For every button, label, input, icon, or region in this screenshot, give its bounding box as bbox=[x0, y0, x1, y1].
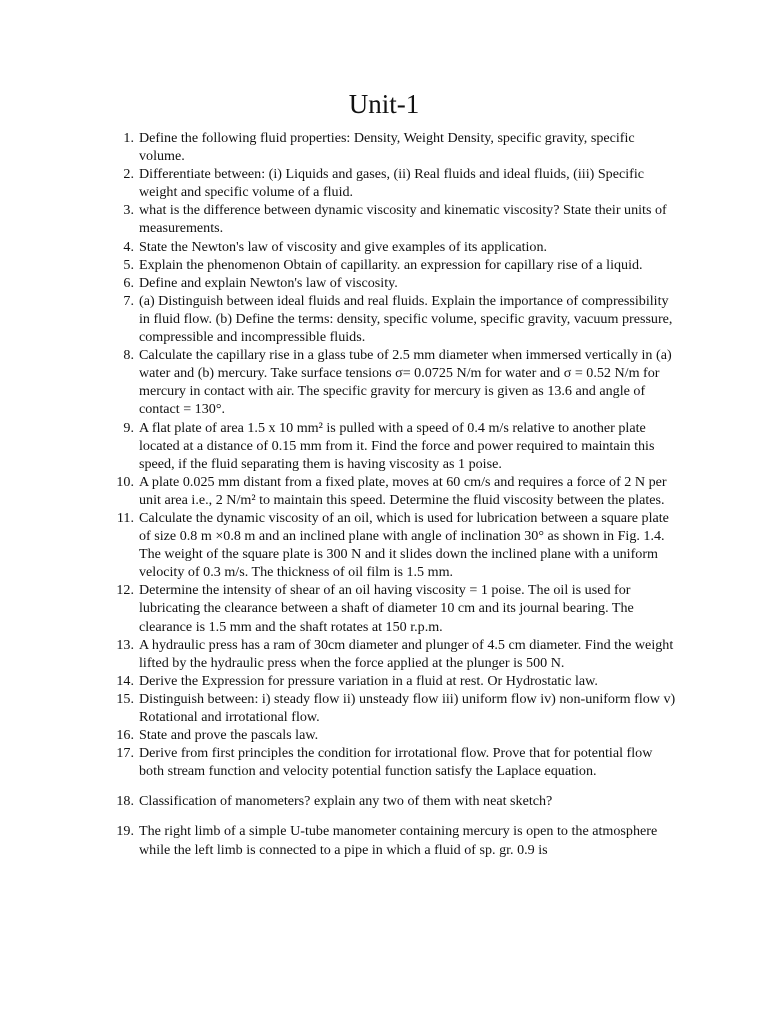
question-item-1 bbox=[108, 129, 678, 165]
question-item-17 bbox=[108, 744, 678, 780]
question-number: 17. bbox=[116, 745, 134, 762]
question-text: Explain the phenomenon Obtain of capillarity. an expression for capillary rise of a liquid. bbox=[139, 256, 643, 273]
question-item-10 bbox=[108, 473, 678, 509]
question-number: 6. bbox=[123, 274, 134, 291]
question-text: Define and explain Newton's law of viscosity. bbox=[139, 274, 398, 291]
question-number: 15. bbox=[116, 690, 134, 707]
question-number: 18. bbox=[116, 793, 134, 810]
question-text: Calculate the dynamic viscosity of an oil, which is used for lubrication between a square plate of size 0.8 m ×0.8 m and an inclined plane with angle of inclination 30° as shown in Fig. 1.4. The weight of the square plate is 300 N and it slides down the inclined plane with a uniform velocity of 0.3 m/s. The thickness of oil film is 1.5 mm. bbox=[139, 509, 669, 581]
question-item-2 bbox=[108, 165, 678, 201]
question-item-9 bbox=[108, 419, 678, 473]
question-text: State and prove the pascals law. bbox=[139, 727, 319, 744]
question-item-4 bbox=[108, 238, 678, 256]
question-item-18 bbox=[108, 792, 678, 810]
question-text: Determine the intensity of shear of an oil having viscosity = 1 poise. The oil is used for lubricating the clearance between a shaft of diameter 10 cm and its journal bearing. The clearance is 1.5 mm and the shaft rotates at 150 r.p.m. bbox=[139, 582, 634, 635]
question-number: 10. bbox=[116, 473, 134, 490]
question-text: A plate 0.025 mm distant from a fixed plate, moves at 60 cm/s and requires a force of 2 N per unit area i.e., 2 N/m² to maintain this speed. Determine the fluid viscosity between the plates. bbox=[139, 473, 667, 508]
question-item-7 bbox=[108, 292, 678, 346]
question-number: 4. bbox=[123, 238, 134, 255]
question-number: 16. bbox=[116, 727, 134, 744]
question-item-5 bbox=[108, 256, 678, 274]
question-text: Classification of manometers? explain any two of them with neat sketch? bbox=[139, 793, 553, 810]
page-title: Unit-1 bbox=[348, 89, 420, 119]
question-number: 3. bbox=[123, 202, 134, 219]
question-number: 12. bbox=[116, 582, 134, 599]
question-text: Calculate the capillary rise in a glass tube of 2.5 mm diameter when immersed vertically in (a) water and (b) mercury. Take surface tensions σ= 0.0725 N/m for water and σ = 0.52 N/m for mercury in contact with air. The specific gravity for mercury is given as 13.6 and angle of contact = 130°. bbox=[139, 347, 672, 418]
question-item-15 bbox=[108, 690, 678, 726]
question-item-3 bbox=[108, 201, 678, 237]
question-item-8 bbox=[108, 346, 678, 418]
question-number: 8. bbox=[123, 347, 134, 364]
question-text: (a) Distinguish between ideal fluids and real fluids. Explain the importance of compressibility in fluid flow. (b) Define the terms: density, specific volume, specific gravity, vacuum pressure, compressible and incompressible fluids. bbox=[139, 292, 673, 346]
question-item-19 bbox=[108, 822, 678, 858]
question-text: Derive the Expression for pressure variation in a fluid at rest. Or Hydrostatic law. bbox=[139, 672, 598, 689]
question-number: 14. bbox=[116, 672, 134, 689]
question-list bbox=[108, 129, 678, 859]
question-item-14 bbox=[108, 672, 678, 690]
question-item-11 bbox=[108, 509, 678, 581]
question-text: State the Newton's law of viscosity and give examples of its application. bbox=[139, 238, 548, 255]
question-item-13 bbox=[108, 636, 678, 672]
question-number: 13. bbox=[116, 636, 134, 653]
question-number: 19. bbox=[116, 823, 134, 840]
question-item-6 bbox=[108, 274, 678, 292]
question-text: Derive from first principles the condition for irrotational flow. Prove that for potential flow both stream function and velocity potential function satisfy the Laplace equation. bbox=[139, 745, 653, 780]
question-text: The right limb of a simple U-tube manometer containing mercury is open to the atmosphere while the left limb is connected to a pipe in which a fluid of sp. gr. 0.9 is bbox=[139, 823, 658, 858]
question-number: 11. bbox=[116, 509, 134, 526]
question-text: Differentiate between: (i) Liquids and gases, (ii) Real fluids and ideal fluids, (iii) Specific weight and specific volume of a fluid. bbox=[139, 166, 645, 201]
question-text: Distinguish between: i) steady flow ii) unsteady flow iii) uniform flow iv) non-uniform flow v) Rotational and irrotational flow. bbox=[139, 690, 676, 725]
question-item-12 bbox=[108, 581, 678, 635]
question-number: 5. bbox=[123, 256, 134, 273]
question-text: what is the difference between dynamic viscosity and kinematic viscosity? State their units of measurements. bbox=[139, 202, 667, 237]
question-number: 2. bbox=[123, 166, 134, 183]
question-text: A hydraulic press has a ram of 30cm diameter and plunger of 4.5 cm diameter. Find the weight lifted by the hydraulic press when the force applied at the plunger is 500 N. bbox=[139, 636, 674, 671]
question-text: Define the following fluid properties: Density, Weight Density, specific gravity, specific volume. bbox=[139, 130, 635, 165]
question-item-16 bbox=[108, 726, 678, 744]
question-number: 9. bbox=[123, 419, 134, 436]
question-number: 1. bbox=[123, 130, 134, 146]
question-number: 7. bbox=[123, 292, 134, 309]
question-text: A flat plate of area 1.5 x 10 mm² is pulled with a speed of 0.4 m/s relative to another plate located at a distance of 0.15 mm from it. Find the force and power required to maintain this speed, if the fluid separating them is having viscosity as 1 poise. bbox=[139, 419, 655, 472]
